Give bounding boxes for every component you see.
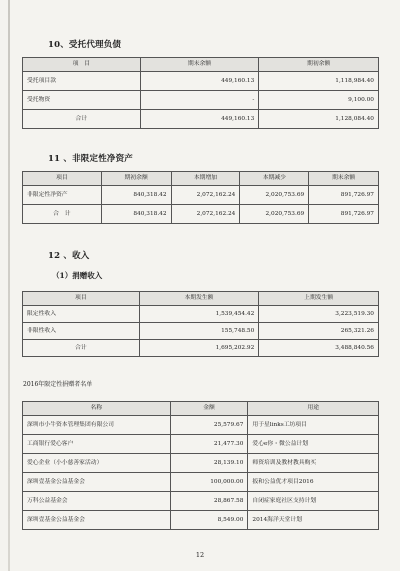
donor-use: 自闭症家庭社区支持计划 bbox=[248, 492, 379, 511]
opening-value: 840,318.42 bbox=[101, 205, 171, 224]
donor-use: 2014海洋天堂计划 bbox=[248, 511, 379, 530]
closing-value: 891,726.97 bbox=[309, 205, 379, 224]
section-12-title: 12 、收入 bbox=[48, 251, 90, 261]
binding-edge bbox=[8, 0, 10, 571]
table-total-row bbox=[23, 205, 379, 224]
header-use: 用途 bbox=[248, 402, 379, 416]
donor-amount: 21,477.30 bbox=[170, 435, 248, 454]
row-label: 限定性收入 bbox=[23, 306, 140, 323]
opening-value: 840,318.42 bbox=[101, 186, 171, 205]
donor-amount: 28,867.58 bbox=[170, 492, 248, 511]
header-closing: 期末余额 bbox=[309, 172, 379, 186]
begin-balance: 9,100.00 bbox=[259, 91, 379, 110]
table-header-row bbox=[23, 402, 379, 416]
section-12-subtitle: （1）捐赠收入 bbox=[52, 271, 103, 280]
previous-amount: 3,223,519.30 bbox=[259, 306, 379, 323]
donor-name: 工商银行爱心客户 bbox=[23, 435, 171, 454]
table-total-row bbox=[23, 110, 379, 129]
table-donation-income bbox=[22, 291, 379, 357]
header-opening: 期初余额 bbox=[101, 172, 171, 186]
header-amount: 金额 bbox=[170, 402, 248, 416]
row-label: 非限定性净资产 bbox=[23, 186, 102, 205]
donor-name: 深圳市小牛资本管理集团有限公司 bbox=[23, 416, 171, 435]
table-row bbox=[23, 72, 379, 91]
header-decrease: 本期减少 bbox=[240, 172, 309, 186]
page-number: 12 bbox=[195, 551, 205, 559]
donor-amount: 100,000.00 bbox=[170, 473, 248, 492]
increase-value: 2,072,162.24 bbox=[171, 186, 240, 205]
table-header-row bbox=[23, 172, 379, 186]
row-label: 受托项目款 bbox=[23, 72, 141, 91]
header-name: 名称 bbox=[23, 402, 171, 416]
begin-balance: 1,128,084.40 bbox=[259, 110, 379, 129]
donor-amount: 25,579.67 bbox=[170, 416, 248, 435]
header-item: 项目 bbox=[23, 172, 102, 186]
table-unrestricted-net-assets bbox=[22, 171, 379, 224]
table-row bbox=[23, 306, 379, 323]
decrease-value: 2,020,753.69 bbox=[240, 205, 309, 224]
end-balance: 449,160.13 bbox=[140, 72, 259, 91]
donor-amount: 28,139.10 bbox=[170, 454, 248, 473]
donor-name: 爱心企业（小小慈善家活动） bbox=[23, 454, 171, 473]
increase-value: 2,072,162.24 bbox=[171, 205, 240, 224]
donor-name: 万科公益基金会 bbox=[23, 492, 171, 511]
row-label: 非限性收入 bbox=[23, 323, 140, 340]
donor-list-caption: 2016年限定性捐赠者名单 bbox=[23, 381, 93, 388]
table-row bbox=[23, 91, 379, 110]
header-item: 项目 bbox=[23, 292, 140, 306]
table-header-row bbox=[23, 292, 379, 306]
table-row bbox=[23, 492, 379, 511]
row-label: 合计 bbox=[23, 340, 140, 357]
table-row bbox=[23, 435, 379, 454]
current-amount: 1,539,454.42 bbox=[139, 306, 259, 323]
table-header-row bbox=[23, 58, 379, 72]
table-row bbox=[23, 323, 379, 340]
section-10-title: 10、受托代理负债 bbox=[48, 40, 122, 50]
table-row bbox=[23, 511, 379, 530]
decrease-value: 2,020,753.69 bbox=[240, 186, 309, 205]
header-begin-balance: 期初余额 bbox=[259, 58, 379, 72]
donor-use: 爱心e你・微公益计划 bbox=[248, 435, 379, 454]
donor-use: 用于星links工坊项目 bbox=[248, 416, 379, 435]
row-label: 合计 bbox=[23, 110, 141, 129]
begin-balance: 1,118,984.40 bbox=[259, 72, 379, 91]
header-previous: 上期发生额 bbox=[259, 292, 379, 306]
header-item: 项 目 bbox=[23, 58, 141, 72]
table-row bbox=[23, 416, 379, 435]
previous-amount: 3,488,840.56 bbox=[259, 340, 379, 357]
previous-amount: 265,321.26 bbox=[259, 323, 379, 340]
donor-amount: 8,549.00 bbox=[170, 511, 248, 530]
donor-use: 扳和公益优才项目2016 bbox=[248, 473, 379, 492]
header-end-balance: 期末余额 bbox=[140, 58, 259, 72]
header-increase: 本期增加 bbox=[171, 172, 240, 186]
current-amount: 155,748.50 bbox=[139, 323, 259, 340]
row-label: 受托物资 bbox=[23, 91, 141, 110]
table-row bbox=[23, 454, 379, 473]
donor-use: 师资培训及教材教具购买 bbox=[248, 454, 379, 473]
row-label: 合 计 bbox=[23, 205, 102, 224]
closing-value: 891,726.97 bbox=[309, 186, 379, 205]
section-11-title: 11 、非限定性净资产 bbox=[48, 154, 133, 164]
table-custodial-liabilities bbox=[22, 57, 379, 129]
donor-name: 深圳壹基金公益基金会 bbox=[23, 473, 171, 492]
header-current: 本期发生额 bbox=[139, 292, 259, 306]
end-balance: - bbox=[140, 91, 259, 110]
table-donors bbox=[22, 401, 379, 530]
table-row bbox=[23, 186, 379, 205]
donor-name: 深圳壹基金公益基金会 bbox=[23, 511, 171, 530]
current-amount: 1,695,202.92 bbox=[139, 340, 259, 357]
table-row bbox=[23, 473, 379, 492]
table-total-row bbox=[23, 340, 379, 357]
end-balance: 449,160.13 bbox=[140, 110, 259, 129]
